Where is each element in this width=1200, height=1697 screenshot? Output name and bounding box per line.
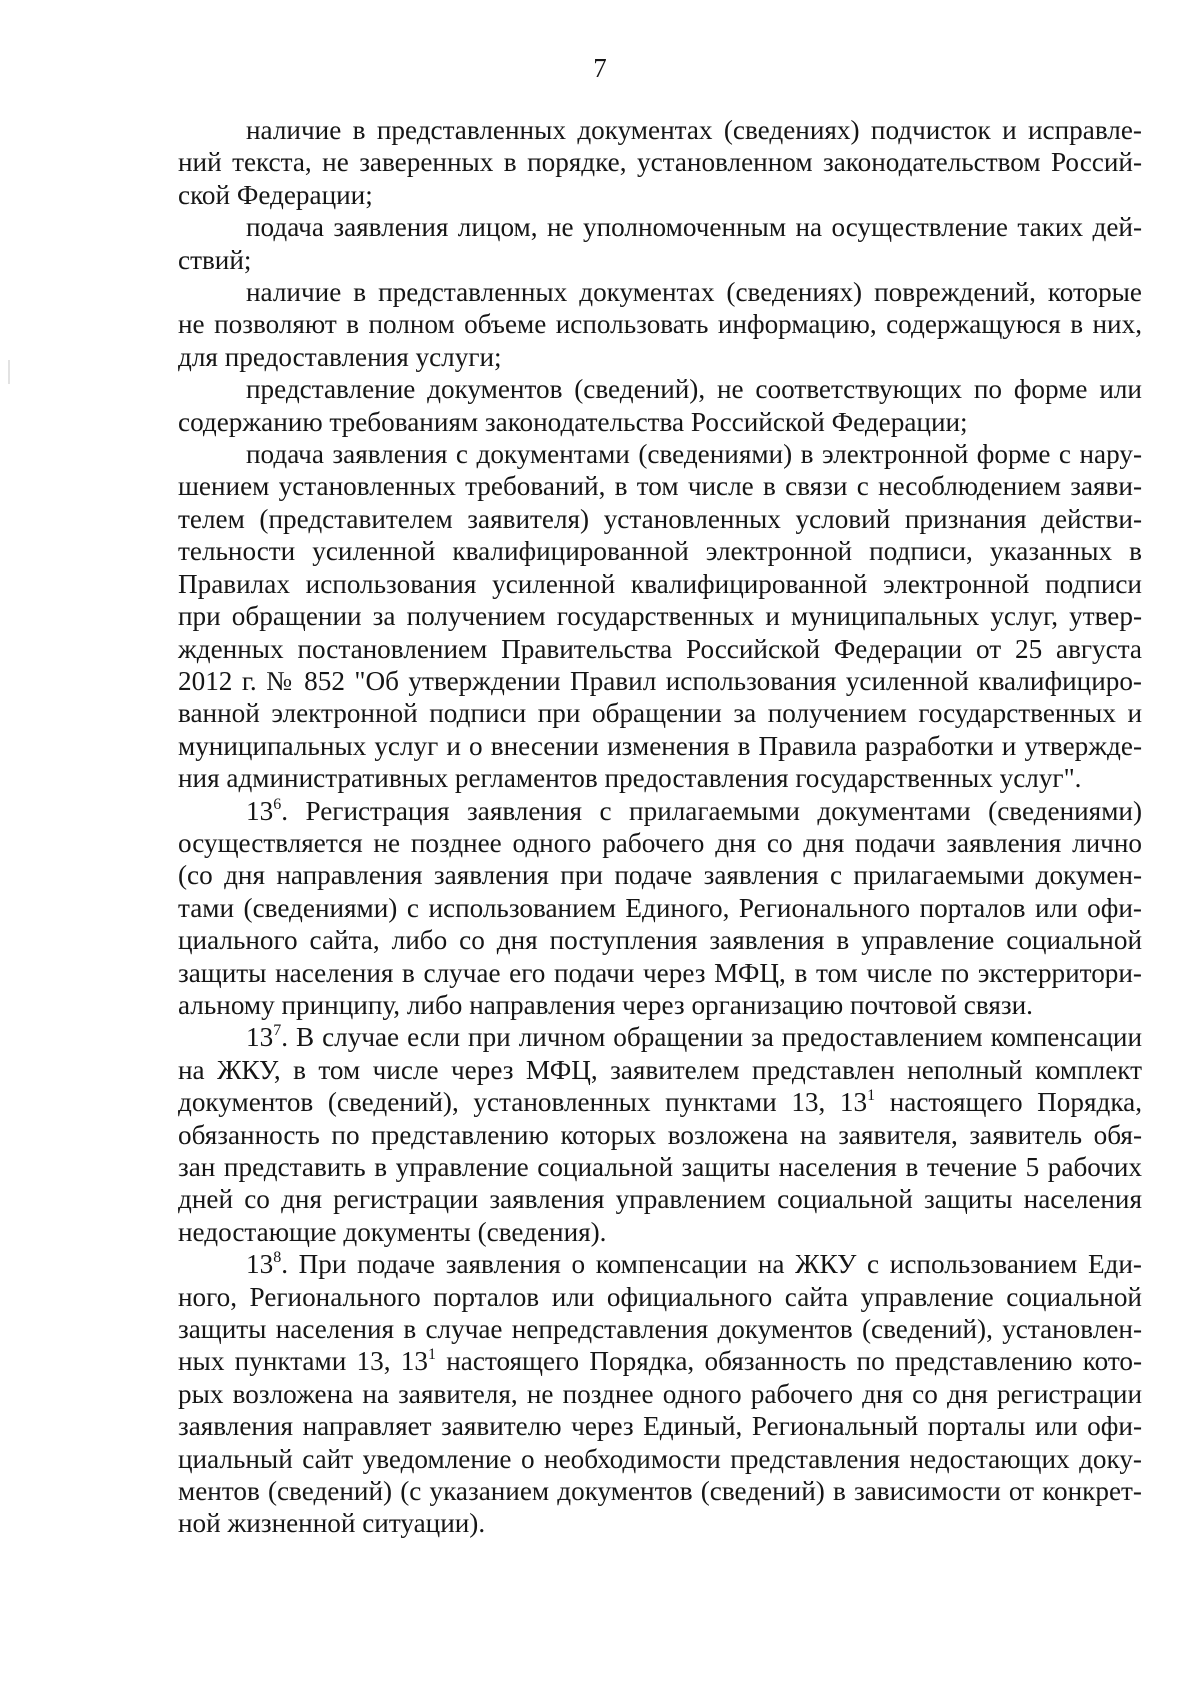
text-line: ствий; xyxy=(178,244,252,275)
text-line: для предоставления услуги; xyxy=(178,341,502,372)
text-fragment: . В случае если при личном обращении за предоставлением компенсации xyxy=(281,1022,1142,1053)
text-line: защиты населения в случае его подачи через МФЦ, в том числе по экстерритори- xyxy=(178,957,1142,988)
text-line: ного, Регионального порталов или официального сайта управление социальной xyxy=(178,1281,1142,1312)
text-fragment: настоящего Порядка, xyxy=(875,1087,1142,1118)
scan-artifact-mark xyxy=(8,360,10,384)
document-body xyxy=(178,114,1142,1540)
text-line xyxy=(178,1345,1142,1377)
clause-number: 13 xyxy=(246,1249,274,1280)
paragraph-5 xyxy=(178,438,1142,794)
text-line: осуществляется не позднее одного рабочего дня со дня подачи заявления лично xyxy=(178,827,1142,858)
clause-number: 13 xyxy=(246,795,274,826)
text-line: муниципальных услуг и о внесении изменения в Правила разработки и утвержде- xyxy=(178,730,1142,761)
text-line: Правилах использования усиленной квалифицированной электронной подписи xyxy=(178,568,1142,599)
clause-superscript: 1 xyxy=(867,1087,876,1104)
text-line: защиты населения в случае непредставления документов (сведений), установлен- xyxy=(178,1314,1142,1345)
text-line: ния административных регламентов предоставления государственных услуг". xyxy=(178,763,1082,794)
text-line: тельности усиленной квалифицированной электронной подписи, указанных в xyxy=(178,536,1142,567)
text-line: подача заявления с документами (сведениями) в электронной форме с нару- xyxy=(246,439,1142,470)
paragraph-3 xyxy=(178,276,1142,373)
text-line: представление документов (сведений), не соответствующих по форме или xyxy=(246,374,1142,405)
clause-superscript: 7 xyxy=(273,1022,282,1040)
text-line xyxy=(178,1086,1142,1118)
text-line xyxy=(178,795,1142,827)
text-line: наличие в представленных документах (сведениях) подчисток и исправле- xyxy=(246,115,1142,145)
text-line: ментов (сведений) (с указанием документов (сведений) в зависимости от конкрет- xyxy=(178,1476,1142,1507)
text-line: 2012 г. № 852 "Об утверждении Правил использования усиленной квалифициро- xyxy=(178,665,1142,696)
text-line: тами (сведениями) с использованием Единого, Регионального порталов или офи- xyxy=(178,892,1142,923)
text-line: подача заявления лицом, не уполномоченным на осуществление таких дей- xyxy=(246,212,1142,243)
text-line: альному принципу, либо направления через организацию почтовой связи. xyxy=(178,989,1033,1020)
clause-superscript: 8 xyxy=(273,1249,282,1267)
text-line: на ЖКУ, в том числе через МФЦ, заявителем представлен неполный комплект xyxy=(178,1054,1142,1085)
text-fragment: настоящего Порядка, обязанность по представлению кото- xyxy=(435,1346,1142,1377)
paragraph-2 xyxy=(178,211,1142,276)
text-line: циального сайта, либо со дня поступления заявления в управление социальной xyxy=(178,925,1142,956)
clause-superscript: 1 xyxy=(427,1346,436,1364)
text-fragment: документов (сведений), установленных пунктами 13, 13 xyxy=(178,1087,868,1118)
text-line: зан представить в управление социальной защиты населения в течение 5 рабочих xyxy=(178,1152,1142,1182)
text-line: обязанность по представлению которых возложена на заявителя, заявитель обя- xyxy=(178,1119,1142,1150)
page-number: 7 xyxy=(593,53,607,83)
text-line: ской Федерации; xyxy=(178,179,373,210)
text-line xyxy=(178,1248,1142,1280)
text-line: заявления направляет заявителю через Единый, Региональный порталы или офи- xyxy=(178,1411,1142,1442)
paragraph-13-8 xyxy=(178,1248,1142,1540)
text-line xyxy=(178,1021,1142,1053)
text-line: дней со дня регистрации заявления управлением социальной защиты населения xyxy=(178,1184,1142,1215)
text-line: наличие в представленных документах (сведениях) повреждений, которые xyxy=(246,277,1142,308)
clause-number: 13 xyxy=(246,1022,274,1053)
paragraph-13-6 xyxy=(178,795,1142,1022)
text-line: (со дня направления заявления при подаче заявления с прилагаемыми докумен- xyxy=(178,860,1142,891)
paragraph-4 xyxy=(178,373,1142,438)
text-line: циальный сайт уведомление о необходимости представления недостающих доку- xyxy=(178,1443,1142,1474)
text-line: не позволяют в полном объеме использовать информацию, содержащуюся в них, xyxy=(178,309,1142,340)
text-fragment: . При подаче заявления о компенсации на ЖКУ с использованием Еди- xyxy=(281,1249,1142,1280)
clause-superscript: 6 xyxy=(273,795,282,813)
text-line: ной жизненной ситуации). xyxy=(178,1508,486,1539)
paragraph-1 xyxy=(178,114,1142,211)
text-line: ний текста, не заверенных в порядке, установленном законодательством Россий- xyxy=(178,147,1142,178)
text-line: при обращении за получением государственных и муниципальных услуг, утвер- xyxy=(178,601,1142,632)
text-line: телем (представителем заявителя) установленных условий признания действи- xyxy=(178,503,1142,534)
text-line: рых возложена на заявителя, не позднее одного рабочего дня со дня регистрации xyxy=(178,1378,1142,1409)
text-fragment: ных пунктами 13, 13 xyxy=(178,1346,428,1377)
text-line: жденных постановлением Правительства Российской Федерации от 25 августа xyxy=(178,633,1142,664)
paragraph-13-7 xyxy=(178,1021,1142,1248)
text-line: содержанию требованиям законодательства Российской Федерации; xyxy=(178,406,968,437)
text-line: ванной электронной подписи при обращении за получением государственных и xyxy=(178,698,1142,729)
text-line: недостающие документы (сведения). xyxy=(178,1216,607,1247)
text-fragment: . Регистрация заявления с прилагаемыми документами (сведениями) xyxy=(281,795,1142,826)
text-line: шением установленных требований, в том числе в связи с несоблюдением заяви- xyxy=(178,471,1142,502)
